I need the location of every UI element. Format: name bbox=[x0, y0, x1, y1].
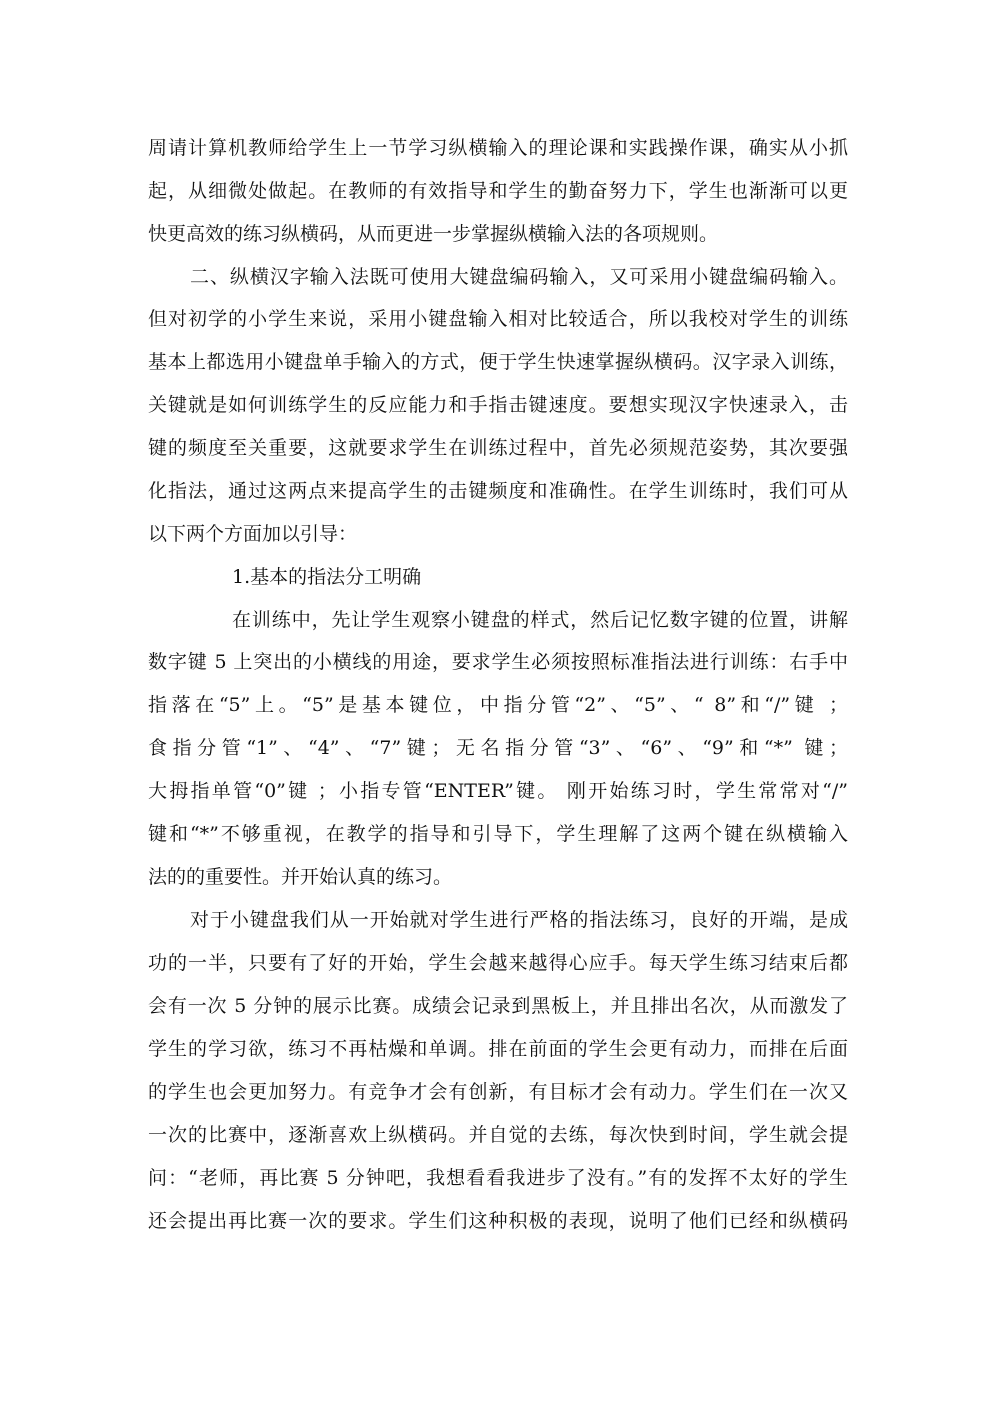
section-two-first-line: 二、纵横汉字输入法既可使用大键盘编码输入，又可采用小键盘编码输入。 bbox=[190, 266, 848, 288]
text-line-22: 学生的学习欲，练习不再枯燥和单调。排在前面的学生会更有动力，而排在后面 bbox=[148, 1038, 848, 1060]
text-line-3: 快更高效的练习纵横码，从而更进一步掌握纵横输入法的各项规则。 bbox=[148, 223, 719, 245]
text-line-12: 在训练中，先让学生观察小键盘的样式，然后记忆数字键的位置，讲解 bbox=[232, 609, 848, 631]
text-line-7: 关键就是如何训练学生的反应能力和手指击键速度。要想实现汉字快速录入，击 bbox=[148, 394, 848, 416]
text-line-6: 基本上都选用小键盘单手输入的方式，便于学生快速掌握纵横码。汉字录入训练， bbox=[148, 351, 848, 373]
text-line-13: 数字键 5 上突出的小横线的用途，要求学生必须按照标准指法进行训练：右手中 bbox=[148, 651, 848, 673]
text-line-16: 大拇指单管“0”键 ；小指专管“ENTER”键。 刚开始练习时，学生常常对“/” bbox=[148, 780, 848, 802]
text-line-9: 化指法，通过这两点来提高学生的击键频度和准确性。在学生训练时，我们可从 bbox=[148, 480, 848, 502]
subheading: 1.基本的指法分工明确 bbox=[232, 566, 422, 588]
text-line-10: 以下两个方面加以引导： bbox=[148, 523, 358, 545]
text-line-24: 一次的比赛中，逐渐喜欢上纵横码。并自觉的去练，每次快到时间，学生就会提 bbox=[148, 1124, 848, 1146]
text-line-2: 起，从细微处做起。在教师的有效指导和学生的勤奋努力下，学生也渐渐可以更 bbox=[148, 180, 848, 202]
text-line-1: 周请计算机教师给学生上一节学习纵横输入的理论课和实践操作课，确实从小抓 bbox=[148, 137, 848, 159]
text-line-23: 的学生也会更加努力。有竞争才会有创新，有目标才会有动力。学生们在一次又 bbox=[148, 1081, 848, 1103]
text-line-15: 食指分管“1”、“4”、“7”键；无名指分管“3”、“6”、“9”和“*” 键； bbox=[148, 737, 848, 759]
text-line-26: 还会提出再比赛一次的要求。学生们这种积极的表现，说明了他们已经和纵横码 bbox=[148, 1210, 848, 1232]
text-line-8: 键的频度至关重要，这就要求学生在训练过程中，首先必须规范姿势，其次要强 bbox=[148, 437, 848, 459]
text-line-21: 会有一次 5 分钟的展示比赛。成绩会记录到黑板上，并且排出名次，从而激发了 bbox=[148, 995, 848, 1017]
text-line-17: 键和“*”不够重视，在教学的指导和引导下，学生理解了这两个键在纵横输入 bbox=[148, 823, 848, 845]
text-line-14: 指落在“5”上。“5”是基本键位，中指分管“2”、“5”、“ 8”和“/”键 ； bbox=[148, 694, 848, 716]
text-line-20: 功的一半，只要有了好的开始，学生会越来越得心应手。每天学生练习结束后都 bbox=[148, 952, 848, 974]
text-line-5: 但对初学的小学生来说，采用小键盘输入相对比较适合，所以我校对学生的训练 bbox=[148, 308, 848, 330]
paragraph-start-line: 对于小键盘我们从一开始就对学生进行严格的指法练习，良好的开端，是成 bbox=[190, 909, 848, 931]
text-line-18: 法的的重要性。并开始认真的练习。 bbox=[148, 866, 453, 888]
text-line-25: 问：“老师，再比赛 5 分钟吧，我想看看我进步了没有。”有的发挥不太好的学生 bbox=[148, 1167, 848, 1189]
